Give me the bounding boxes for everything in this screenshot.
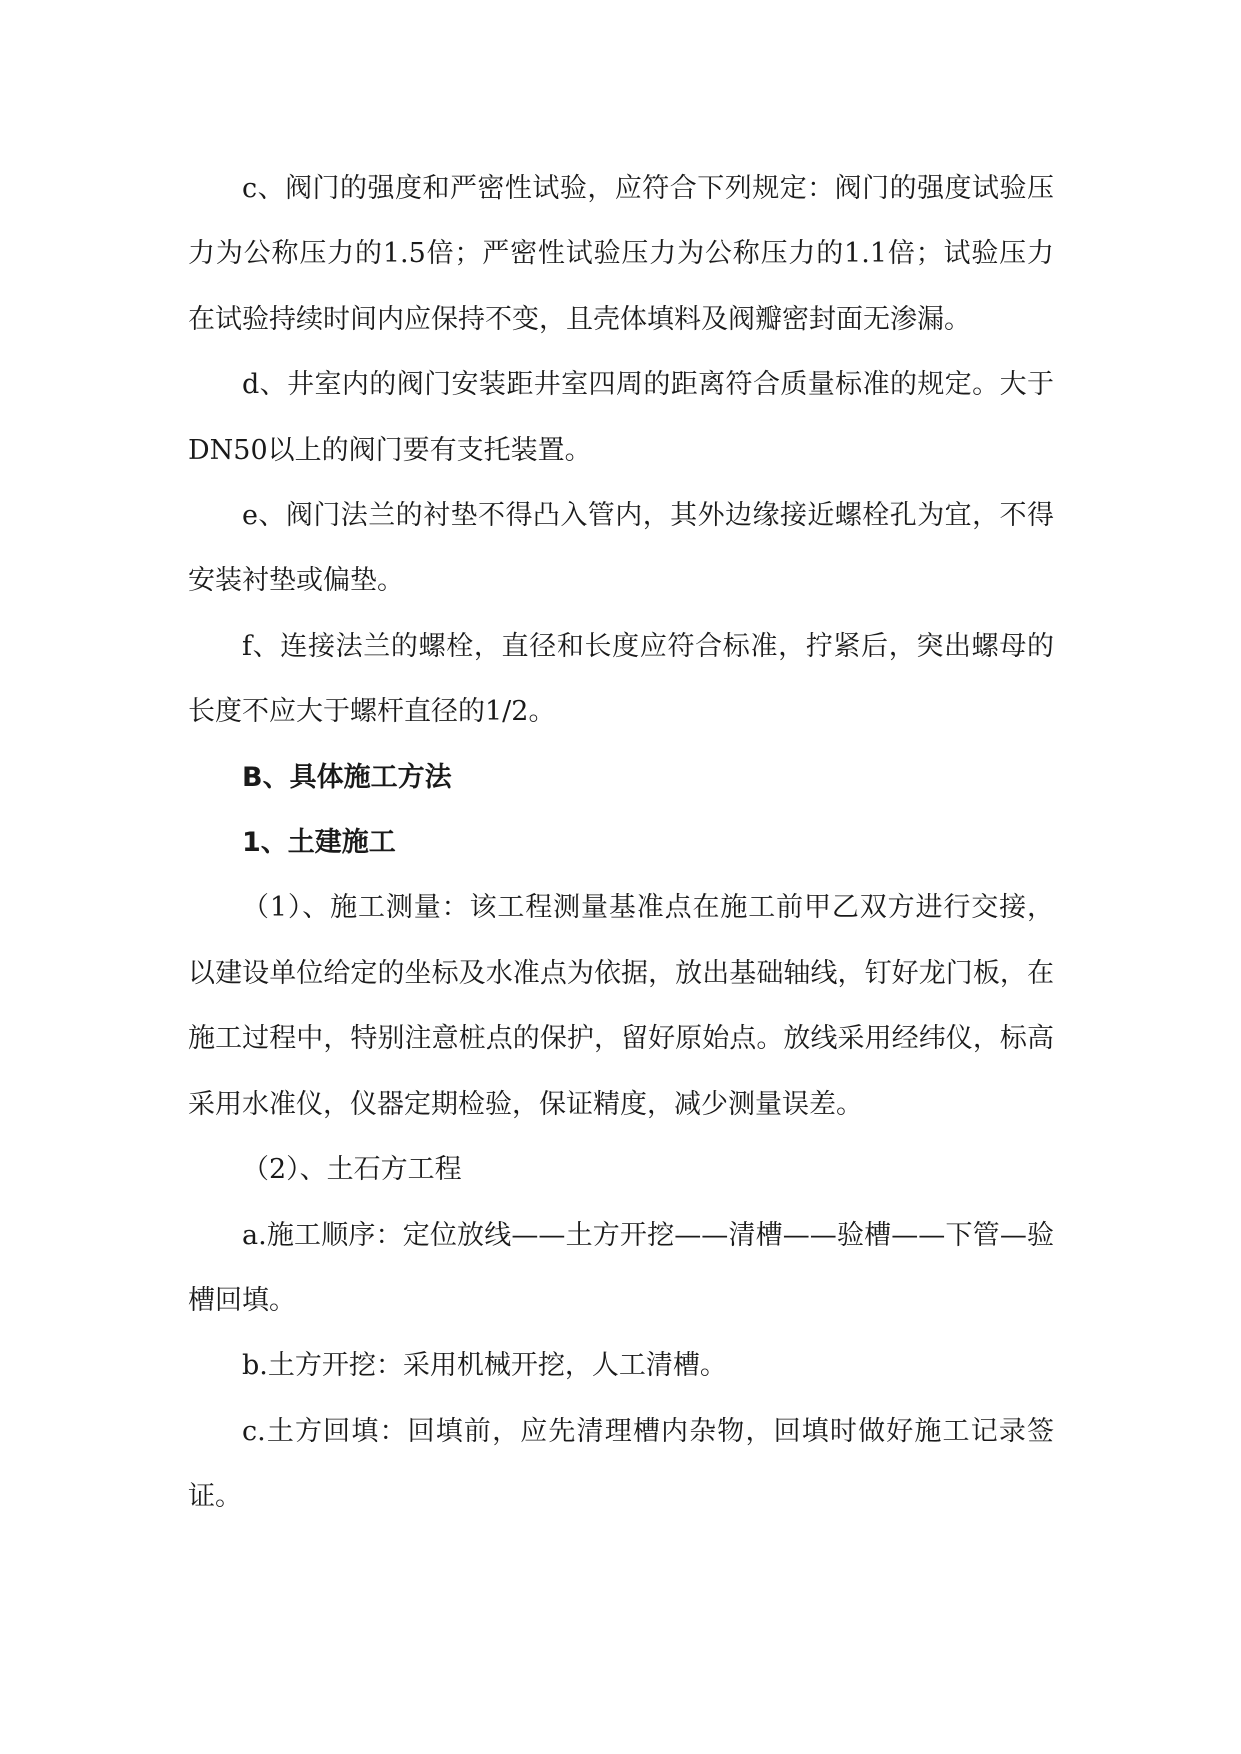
paragraph-backfill: c.土方回填：回填前，应先清理槽内杂物，回填时做好施工记录签证。: [188, 1415, 1054, 1513]
paragraph-survey: （1）、施工测量：该工程测量基准点在施工前甲乙双方进行交接，以建设单位给定的坐标及水准点为依据，放出基础轴线，钉好龙门板，在施工过程中，特别注意桩点的保护，留好原始点。放线采用经纬仪，标高采用水准仪，仪器定期检验，保证精度，减少测量误差。: [188, 892, 1054, 1120]
paragraph-excavation: b.土方开挖：采用机械开挖，人工清槽。: [242, 1350, 727, 1382]
section-heading-civil-works: 1、土建施工: [242, 827, 396, 859]
paragraph-valve-install: d、井室内的阀门安装距井室四周的距离符合质量标准的规定。大于DN50以上的阀门要有支托装置。: [188, 369, 1054, 466]
section-heading-construction-method: B、具体施工方法: [242, 761, 452, 793]
paragraph-flange-gasket: e、阀门法兰的衬垫不得凸入管内，其外边缘接近螺栓孔为宜，不得安装衬垫或偏垫。: [188, 500, 1054, 597]
paragraph-construction-sequence: a.施工顺序：定位放线——土方开挖——清槽——验槽——下管—验槽回填。: [188, 1219, 1054, 1316]
paragraph-earthwork-title: （2）、土石方工程: [242, 1154, 462, 1186]
document-body: [188, 156, 1054, 1530]
paragraph-flange-bolt: f、连接法兰的螺栓，直径和长度应符合标准，拧紧后，突出螺母的长度不应大于螺杆直径的1/2。: [188, 630, 1054, 728]
paragraph-valve-test: c、阀门的强度和严密性试验，应符合下列规定：阀门的强度试验压力为公称压力的1.5倍；严密性试验压力为公称压力的1.1倍；试验压力在试验持续时间内应保持不变，且壳体填料及阀瓣密封面无渗漏。: [188, 173, 1054, 335]
